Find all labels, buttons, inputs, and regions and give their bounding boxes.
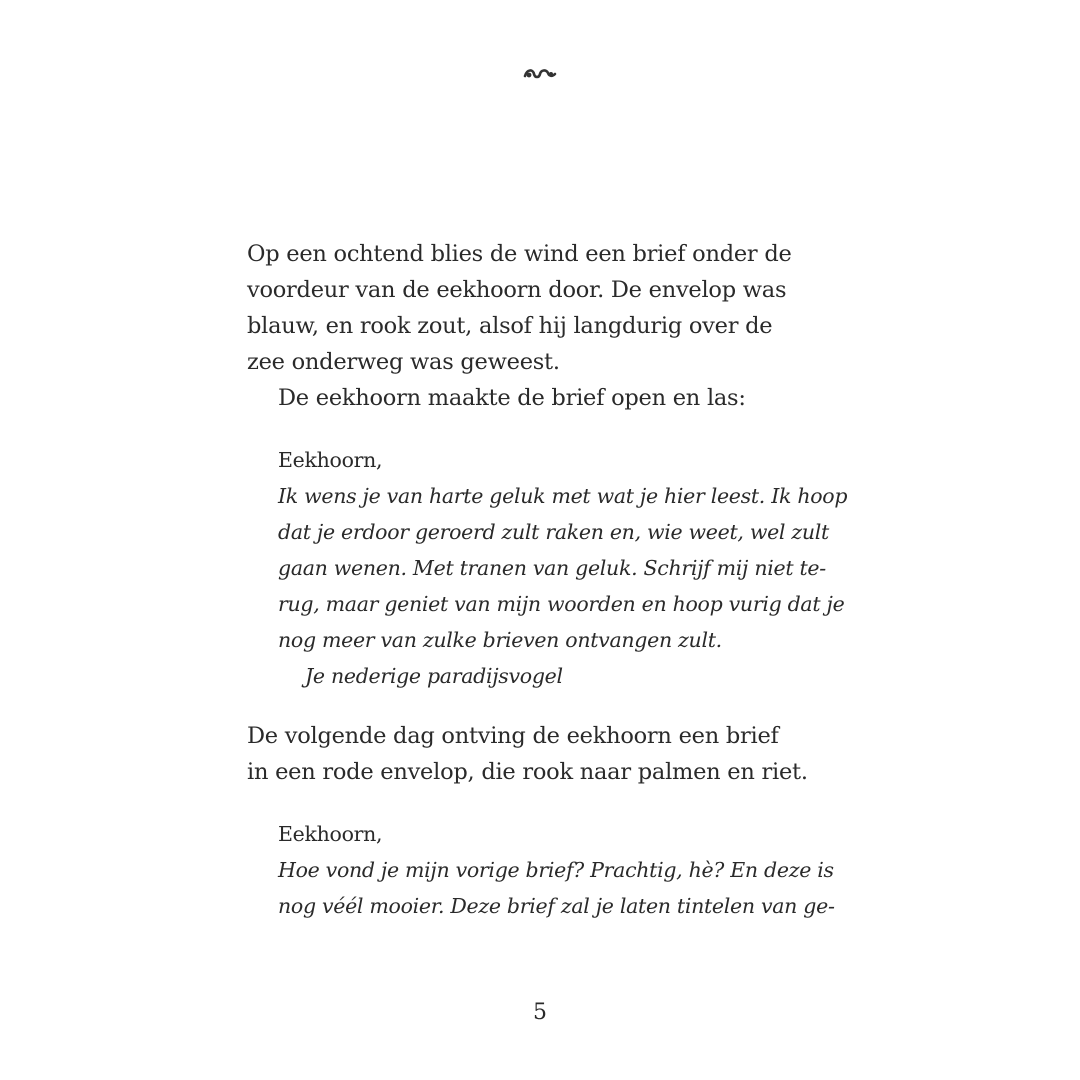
text-line: in een rode envelop, die rook naar palmen en riet. <box>247 759 808 785</box>
letter-line: Hoe vond je mijn vorige brief? Prachtig, hè? En deze is <box>278 858 834 882</box>
page-number: 5 <box>533 1000 547 1025</box>
fleuron-ornament-icon <box>522 55 558 90</box>
page-body <box>247 236 848 924</box>
text-line: De eekhoorn maakte de brief open en las: <box>278 385 746 411</box>
letter-salutation: Eekhoorn, <box>278 448 383 472</box>
text-line: blauw, en rook zout, alsof hij langdurig over de <box>247 313 773 339</box>
letter-line: Ik wens je van harte geluk met wat je hier leest. Ik hoop <box>278 484 848 508</box>
letter-line: gaan wenen. Met tranen van geluk. Schrijf mij niet te- <box>278 556 826 580</box>
text-line: Op een ochtend blies de wind een brief onder de <box>247 241 792 267</box>
letter-signature: Je nederige paradijsvogel <box>305 664 563 688</box>
letter-line: dat je erdoor geroerd zult raken en, wie weet, wel zult <box>278 520 829 544</box>
paragraph-2 <box>247 718 808 790</box>
letter-line: nog véél mooier. Deze brief zal je laten tintelen van ge- <box>278 894 835 918</box>
text-line: De volgende dag ontving de eekhoorn een brief <box>247 723 779 749</box>
paragraph-1 <box>247 236 803 416</box>
ornament <box>0 56 1080 90</box>
text-line: zee onderweg was geweest. <box>247 349 560 375</box>
letter-line: nog meer van zulke brieven ontvangen zult. <box>278 628 722 652</box>
letter-salutation: Eekhoorn, <box>278 822 383 846</box>
letter-line: rug, maar geniet van mijn woorden en hoop vurig dat je <box>278 592 845 616</box>
letter-1 <box>247 442 848 694</box>
text-line: voordeur van de eekhoorn door. De envelop was <box>247 277 787 303</box>
letter-2 <box>247 816 835 924</box>
